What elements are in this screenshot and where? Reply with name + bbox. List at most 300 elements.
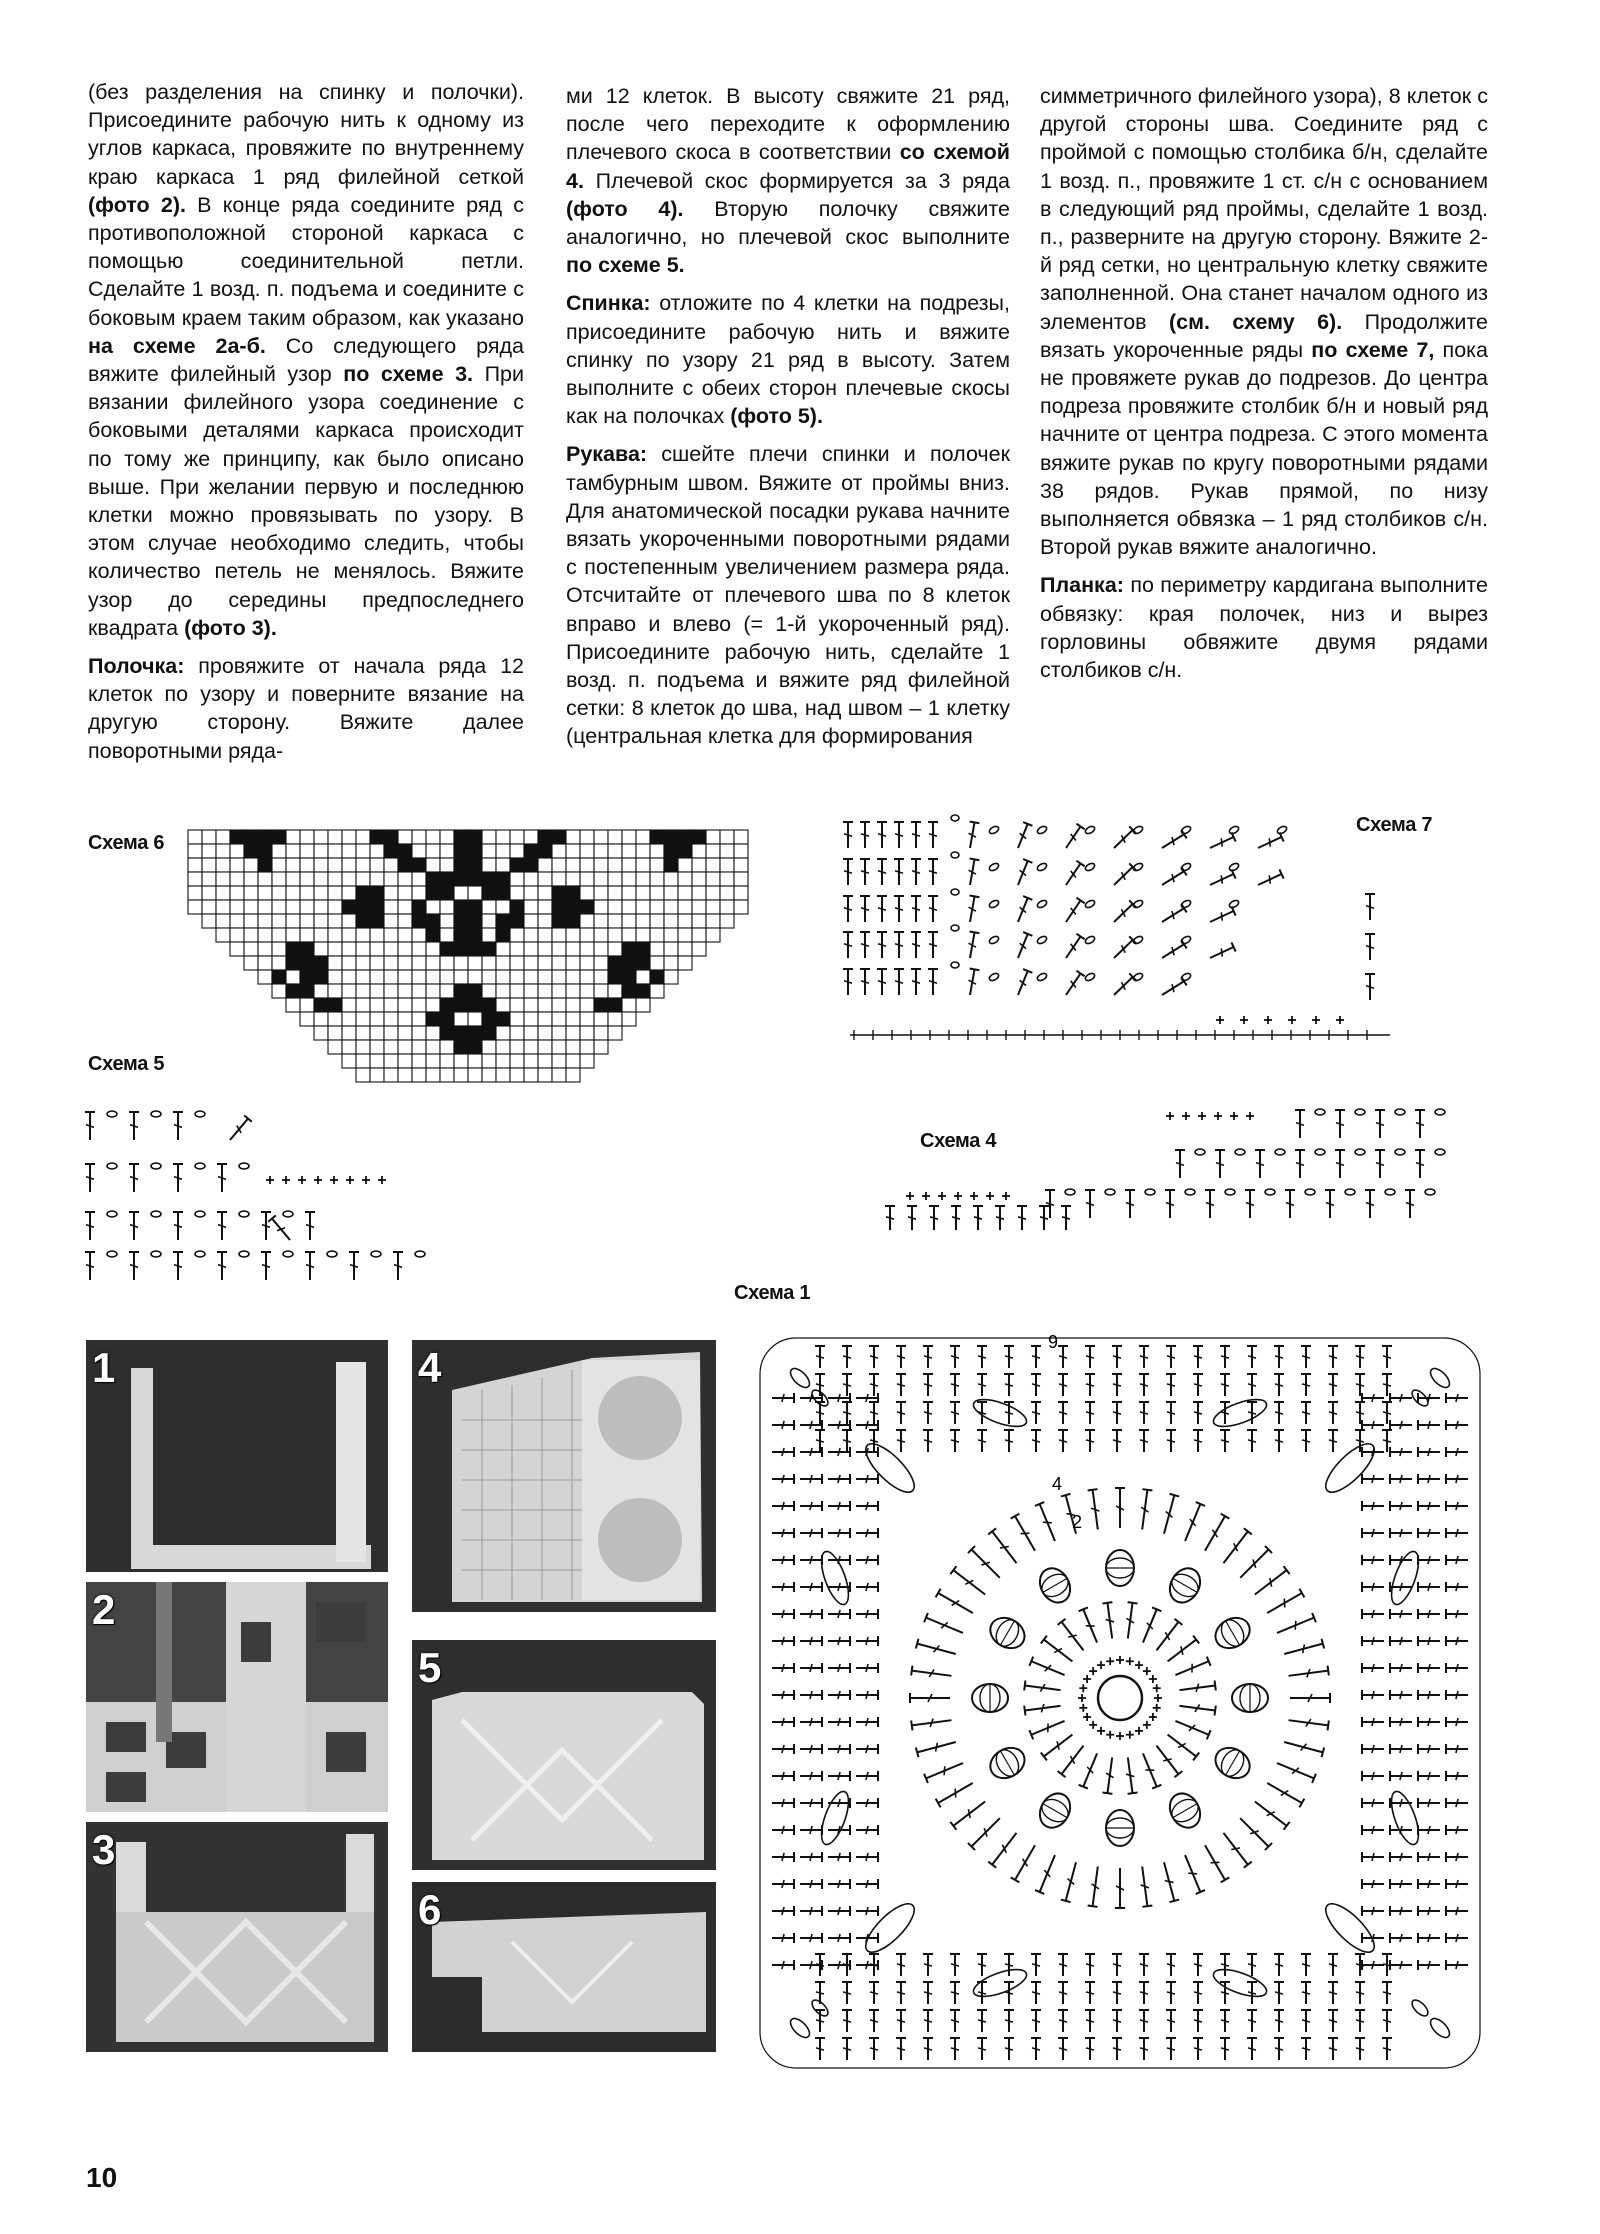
stitch-dc (1201, 1514, 1230, 1554)
filet-cell (342, 942, 356, 956)
stitch-dc (173, 1212, 183, 1240)
stitch-dc (1446, 1906, 1468, 1916)
filet-cell-filled (496, 1012, 510, 1026)
filet-cell (244, 914, 258, 928)
filet-cell-filled (622, 956, 636, 970)
stitch-dc (1446, 1744, 1468, 1754)
stitch-sc (362, 1176, 370, 1184)
filet-cell (636, 900, 650, 914)
text-run: по периметру кардигана выполните обвязку: края полочек, низ и вырез горловины обвяжите двумя рядами столбиков с/н. (1040, 573, 1488, 683)
stitch-dc (1153, 1743, 1183, 1778)
stitch-dc (1166, 1982, 1176, 2004)
stitch-ch (787, 2015, 812, 2040)
stitch-ch (988, 899, 1000, 909)
filet-cell (300, 900, 314, 914)
filet-cell-filled (664, 844, 678, 858)
stitch-dc (1125, 1190, 1135, 1218)
stitch-dc (896, 2010, 906, 2032)
filet-cell (202, 844, 216, 858)
filet-cell (538, 1068, 552, 1082)
filet-cell-filled (594, 998, 608, 1012)
stitch-dc (305, 1212, 315, 1240)
stitch-dc (828, 1501, 850, 1511)
filet-cell (538, 1054, 552, 1068)
filet-cell (370, 1012, 384, 1026)
filet-cell-filled (454, 914, 468, 928)
filet-cell (580, 956, 594, 970)
stitch-dc (965, 932, 979, 959)
stitch-dc (828, 1528, 850, 1538)
stitch-dc (1274, 1982, 1284, 2004)
stitch-dc (828, 1636, 850, 1646)
filet-cell (398, 942, 412, 956)
stitch-dc (129, 1252, 139, 1280)
filet-cell (622, 886, 636, 900)
filet-cell-filled (440, 998, 454, 1012)
filet-cell (314, 886, 328, 900)
stitch-dc (869, 2010, 879, 2032)
stitch-ch (1084, 899, 1096, 909)
stitch-dc (1174, 1716, 1211, 1739)
stitch-dc (1390, 1771, 1412, 1781)
filet-cell-filled (608, 998, 622, 1012)
stitch-ch (1105, 1189, 1115, 1195)
filet-cell (314, 1026, 328, 1040)
filet-cell-filled (342, 900, 356, 914)
filet-cell-filled (356, 886, 370, 900)
filet-cell-filled (552, 900, 566, 914)
filet-cell-filled (552, 886, 566, 900)
filet-cell-filled (496, 872, 510, 886)
filet-cell-filled (454, 928, 468, 942)
stitch-ch (1180, 825, 1192, 835)
stitch-dc (1041, 1636, 1076, 1666)
stitch-dc (1247, 1954, 1257, 1976)
stitch-dc (1085, 1954, 1095, 1976)
stitch-sc (1079, 1684, 1087, 1692)
stitch-dc (1139, 1954, 1149, 1976)
stitch-dc (1446, 1933, 1468, 1943)
stitch-dc (1446, 1447, 1468, 1457)
stitch-ch (283, 1211, 293, 1217)
stitch-ch (151, 1163, 161, 1169)
filet-cell (580, 1040, 594, 1054)
filet-cell (678, 858, 692, 872)
filet-cell (538, 984, 552, 998)
stitch-dc (1220, 1346, 1230, 1368)
filet-cell (342, 970, 356, 984)
filet-cell (370, 1068, 384, 1082)
stitch-dc (772, 1393, 794, 1403)
filet-cell (244, 872, 258, 886)
filet-cell (426, 900, 440, 914)
stitch-dc (1165, 1636, 1200, 1666)
stitch-sc (1240, 1016, 1248, 1024)
stitch-dc (1220, 1830, 1252, 1868)
stitch-dc (950, 1954, 960, 1976)
filet-cell (202, 830, 216, 844)
stitch-dc (1166, 1346, 1176, 1368)
filet-cell (706, 900, 720, 914)
stitch-dc (1115, 1488, 1125, 1528)
filet-cell (734, 858, 748, 872)
stitch-dc (911, 896, 921, 922)
stitch-dc (1031, 2010, 1041, 2032)
filet-cell (524, 942, 538, 956)
stitch-dc (869, 1346, 879, 1368)
stitch-dc (828, 1609, 850, 1619)
stitch-dc (800, 1771, 822, 1781)
stitch-dc (1390, 1528, 1412, 1538)
filet-cell (468, 1054, 482, 1068)
stitch-dc (1031, 1402, 1041, 1424)
stitch-dc (815, 2010, 825, 2032)
filet-cell (398, 970, 412, 984)
stitch-dc (1031, 1346, 1041, 1368)
stitch-dc (1062, 934, 1085, 961)
stitch-ch (1276, 825, 1288, 835)
stitch-dc (772, 1420, 794, 1430)
filet-cell-filled (230, 830, 244, 844)
stitch-dc (842, 1374, 852, 1396)
stitch-dc (1031, 1430, 1041, 1452)
filet-cell (328, 1040, 342, 1054)
filet-cell (496, 956, 510, 970)
stitch-sc (330, 1176, 338, 1184)
filet-cell (594, 970, 608, 984)
filet-cell (566, 1040, 580, 1054)
filet-cell (580, 1054, 594, 1068)
stitch-dc (896, 1982, 906, 2004)
filet-cell (636, 858, 650, 872)
stitch-dc (977, 2038, 987, 2060)
scheme-5-diagram (80, 1100, 560, 1285)
stitch-dc (1004, 1402, 1014, 1424)
stitch-sc (1106, 1657, 1114, 1665)
filet-cell (608, 844, 622, 858)
filet-cell (496, 858, 510, 872)
stitch-ch (988, 935, 1000, 945)
stitch-dc (896, 1374, 906, 1396)
filet-cell (356, 970, 370, 984)
bobble-cluster (985, 1742, 1030, 1784)
stitch-dc (977, 1430, 987, 1452)
stitch-ch (1228, 862, 1240, 872)
stitch-dc (856, 1636, 878, 1646)
filet-cell (272, 886, 286, 900)
stitch-sc (298, 1176, 306, 1184)
stitch-dc (877, 896, 887, 922)
bold-reference: (фото 4). (566, 196, 684, 221)
stitch-dc (1139, 2010, 1149, 2032)
filet-cell (426, 1026, 440, 1040)
filet-cell (510, 886, 524, 900)
filet-cell-filled (524, 844, 538, 858)
filet-cell (720, 886, 734, 900)
filet-cell (342, 984, 356, 998)
filet-cell-filled (622, 984, 636, 998)
stitch-dc (1446, 1798, 1468, 1808)
stitch-dc (1362, 1690, 1384, 1700)
filet-cell (482, 1054, 496, 1068)
stitch-ch (1315, 1109, 1325, 1115)
stitch-dc (1139, 1374, 1149, 1396)
filet-cell-filled (482, 1026, 496, 1040)
stitch-dc (1138, 1752, 1161, 1789)
stitch-dc (1112, 1954, 1122, 1976)
photo-6 (412, 1882, 716, 2052)
stitch-ch (1180, 972, 1192, 982)
stitch-ch (1132, 862, 1144, 872)
stitch-dc (1088, 1489, 1103, 1530)
stitch-dc (1446, 1420, 1468, 1430)
stitch-dc (1058, 1402, 1068, 1424)
stitch-dc (1382, 1346, 1392, 1368)
filet-cell (244, 900, 258, 914)
filet-cell (678, 900, 692, 914)
stitch-dc (856, 1609, 878, 1619)
stitch-ch (1195, 1149, 1205, 1155)
stitch-dc (828, 1663, 850, 1673)
stitch-dc (1390, 1420, 1412, 1430)
filet-cell (342, 858, 356, 872)
filet-cell (678, 928, 692, 942)
stitch-dc (1220, 1528, 1252, 1566)
stitch-ch (1425, 1189, 1435, 1195)
stitch-dc (1220, 2038, 1230, 2060)
stitch-ch (1275, 1149, 1285, 1155)
filet-cell (216, 858, 230, 872)
filet-cell (328, 1026, 342, 1040)
stitch-dc (923, 2038, 933, 2060)
filet-cell (594, 942, 608, 956)
filet-cell (510, 942, 524, 956)
col3-paragraph (1040, 571, 1488, 684)
stitch-sc (1135, 1661, 1143, 1669)
filet-cell-filled (384, 830, 398, 844)
filet-cell (286, 928, 300, 942)
stitch-dc (815, 1374, 825, 1396)
filet-cell (482, 928, 496, 942)
stitch-ch (816, 1788, 854, 1847)
stitch-dc (1362, 1798, 1384, 1808)
stitch-dc (1390, 1393, 1412, 1403)
scheme-5-caption: Схема 5 (88, 1053, 165, 1075)
stitch-ch (1180, 935, 1192, 945)
stitch-sc (938, 1192, 946, 1200)
stitch-dc (877, 932, 887, 958)
stitch-dc (828, 1933, 850, 1943)
stitch-ch (1065, 1189, 1075, 1195)
stitch-dc (1256, 869, 1284, 889)
filet-cell (664, 928, 678, 942)
filet-cell-filled (454, 942, 468, 956)
stitch-dc (1446, 1501, 1468, 1511)
stitch-dc (1418, 1393, 1440, 1403)
stitch-dc (842, 1982, 852, 2004)
stitch-dc (1220, 1374, 1230, 1396)
filet-cell (286, 998, 300, 1012)
filet-cell (286, 830, 300, 844)
filet-cell (356, 984, 370, 998)
stitch-dc (1375, 1150, 1385, 1178)
filet-cell (426, 998, 440, 1012)
text-column-2 (566, 82, 1010, 761)
photo-5 (412, 1640, 716, 1870)
filet-cell (454, 886, 468, 900)
filet-cell-filled (496, 914, 510, 928)
filet-cell (482, 1068, 496, 1082)
stitch-dc (800, 1528, 822, 1538)
stitch-sc (1089, 1721, 1097, 1729)
stitch-dc (1004, 1346, 1014, 1368)
filet-cell (328, 858, 342, 872)
bold-reference: (фото 5). (730, 404, 823, 429)
stitch-dc (856, 1582, 878, 1592)
filet-cell (566, 970, 580, 984)
stitch-dc (1031, 1954, 1041, 1976)
stitch-dc (1446, 1690, 1468, 1700)
stitch-ch (371, 1251, 381, 1257)
filet-cell (202, 872, 216, 886)
filet-cell (328, 830, 342, 844)
stitch-dc (1301, 2010, 1311, 2032)
stitch-sc (282, 1176, 290, 1184)
stitch-ch (283, 1251, 293, 1257)
stitch-ch (1036, 935, 1048, 945)
filet-cell-filled (510, 914, 524, 928)
filet-cell (510, 928, 524, 942)
stitch-sc (1154, 1694, 1162, 1702)
stitch-ch (195, 1111, 205, 1117)
photo-2 (86, 1582, 388, 1812)
filet-cell (482, 1040, 496, 1054)
stitch-dc (1418, 1744, 1440, 1754)
stitch-dc (1017, 1206, 1027, 1230)
filet-cell (356, 1068, 370, 1082)
filet-cell (398, 998, 412, 1012)
stitch-dc (226, 1115, 252, 1143)
stitch-ch (988, 862, 1000, 872)
filet-cell (482, 830, 496, 844)
filet-cell-filled (622, 942, 636, 956)
filet-cell (566, 998, 580, 1012)
filet-cell (636, 830, 650, 844)
filet-cell (706, 928, 720, 942)
stitch-ch (1084, 825, 1096, 835)
stitch-dc (1418, 1609, 1440, 1619)
stitch-dc (1208, 942, 1236, 962)
stitch-dc (1180, 1853, 1205, 1894)
stitch-dc (923, 2010, 933, 2032)
bobble-cluster (1034, 1563, 1076, 1608)
filet-cell (580, 1012, 594, 1026)
stitch-dc (856, 1852, 878, 1862)
filet-cell (510, 998, 524, 1012)
filet-cell (468, 956, 482, 970)
stitch-dc (856, 1474, 878, 1484)
filet-cell (272, 914, 286, 928)
stitch-ch (988, 972, 1000, 982)
stitch-dc (1166, 2038, 1176, 2060)
filet-cell (412, 970, 426, 984)
filet-cell (202, 886, 216, 900)
stitch-dc (1390, 1474, 1412, 1484)
stitch-dc (772, 1960, 794, 1970)
stitch-dc (1062, 971, 1085, 998)
stitch-dc (815, 1346, 825, 1368)
filet-cell (426, 1054, 440, 1068)
stitch-dc (1062, 824, 1085, 851)
stitch-dc (268, 1215, 294, 1243)
filet-cell (398, 1026, 412, 1040)
filet-cell (384, 886, 398, 900)
filet-cell-filled (440, 1026, 454, 1040)
photo-6-number: 6 (418, 1886, 442, 1933)
stitch-ch (1385, 1189, 1395, 1195)
filet-cell-filled (454, 900, 468, 914)
filet-cell (650, 844, 664, 858)
stitch-dc (1011, 1843, 1040, 1883)
filet-cell (524, 998, 538, 1012)
filet-cell (510, 956, 524, 970)
filet-cell (356, 998, 370, 1012)
bold-reference: (фото 3). (184, 615, 277, 640)
stitch-dc (1418, 1825, 1440, 1835)
filet-cell (580, 858, 594, 872)
filet-cell (538, 1012, 552, 1026)
filet-cell (384, 914, 398, 928)
scheme-4-caption: Схема 4 (920, 1130, 997, 1152)
stitch-dc (923, 1982, 933, 2004)
stitch-dc (1058, 1619, 1088, 1654)
filet-cell (426, 1068, 440, 1082)
filet-cell (636, 872, 650, 886)
stitch-sc (266, 1176, 274, 1184)
stitch-dc (923, 1402, 933, 1424)
filet-cell (622, 914, 636, 928)
stitch-dc (772, 1933, 794, 1943)
stitch-dc (1058, 2038, 1068, 2060)
filet-cell (510, 984, 524, 998)
filet-cell-filled (286, 984, 300, 998)
filet-cell (734, 872, 748, 886)
filet-cell (342, 872, 356, 886)
filet-cell (636, 914, 650, 928)
filet-cell (258, 928, 272, 942)
stitch-dc (1247, 1346, 1257, 1368)
stitch-dc (1274, 1346, 1284, 1368)
stitch-dc (772, 1609, 794, 1619)
stitch-dc (85, 1164, 95, 1192)
stitch-dc (800, 1447, 822, 1457)
filet-cell (706, 858, 720, 872)
stitch-dc (173, 1112, 183, 1140)
stitch-sc (1126, 1657, 1134, 1665)
stitch-dc (1283, 1737, 1324, 1757)
stitch-dc (1446, 1528, 1468, 1538)
filet-cell (286, 886, 300, 900)
stitch-dc (916, 1639, 957, 1659)
stitch-dc (828, 1906, 850, 1916)
stitch-dc (869, 1374, 879, 1396)
filet-cell (454, 1054, 468, 1068)
filet-cell-filled (636, 984, 650, 998)
filet-cell-filled (440, 942, 454, 956)
stitch-dc (988, 1830, 1020, 1868)
filet-cell (664, 872, 678, 886)
stitch-ch (1036, 862, 1048, 872)
